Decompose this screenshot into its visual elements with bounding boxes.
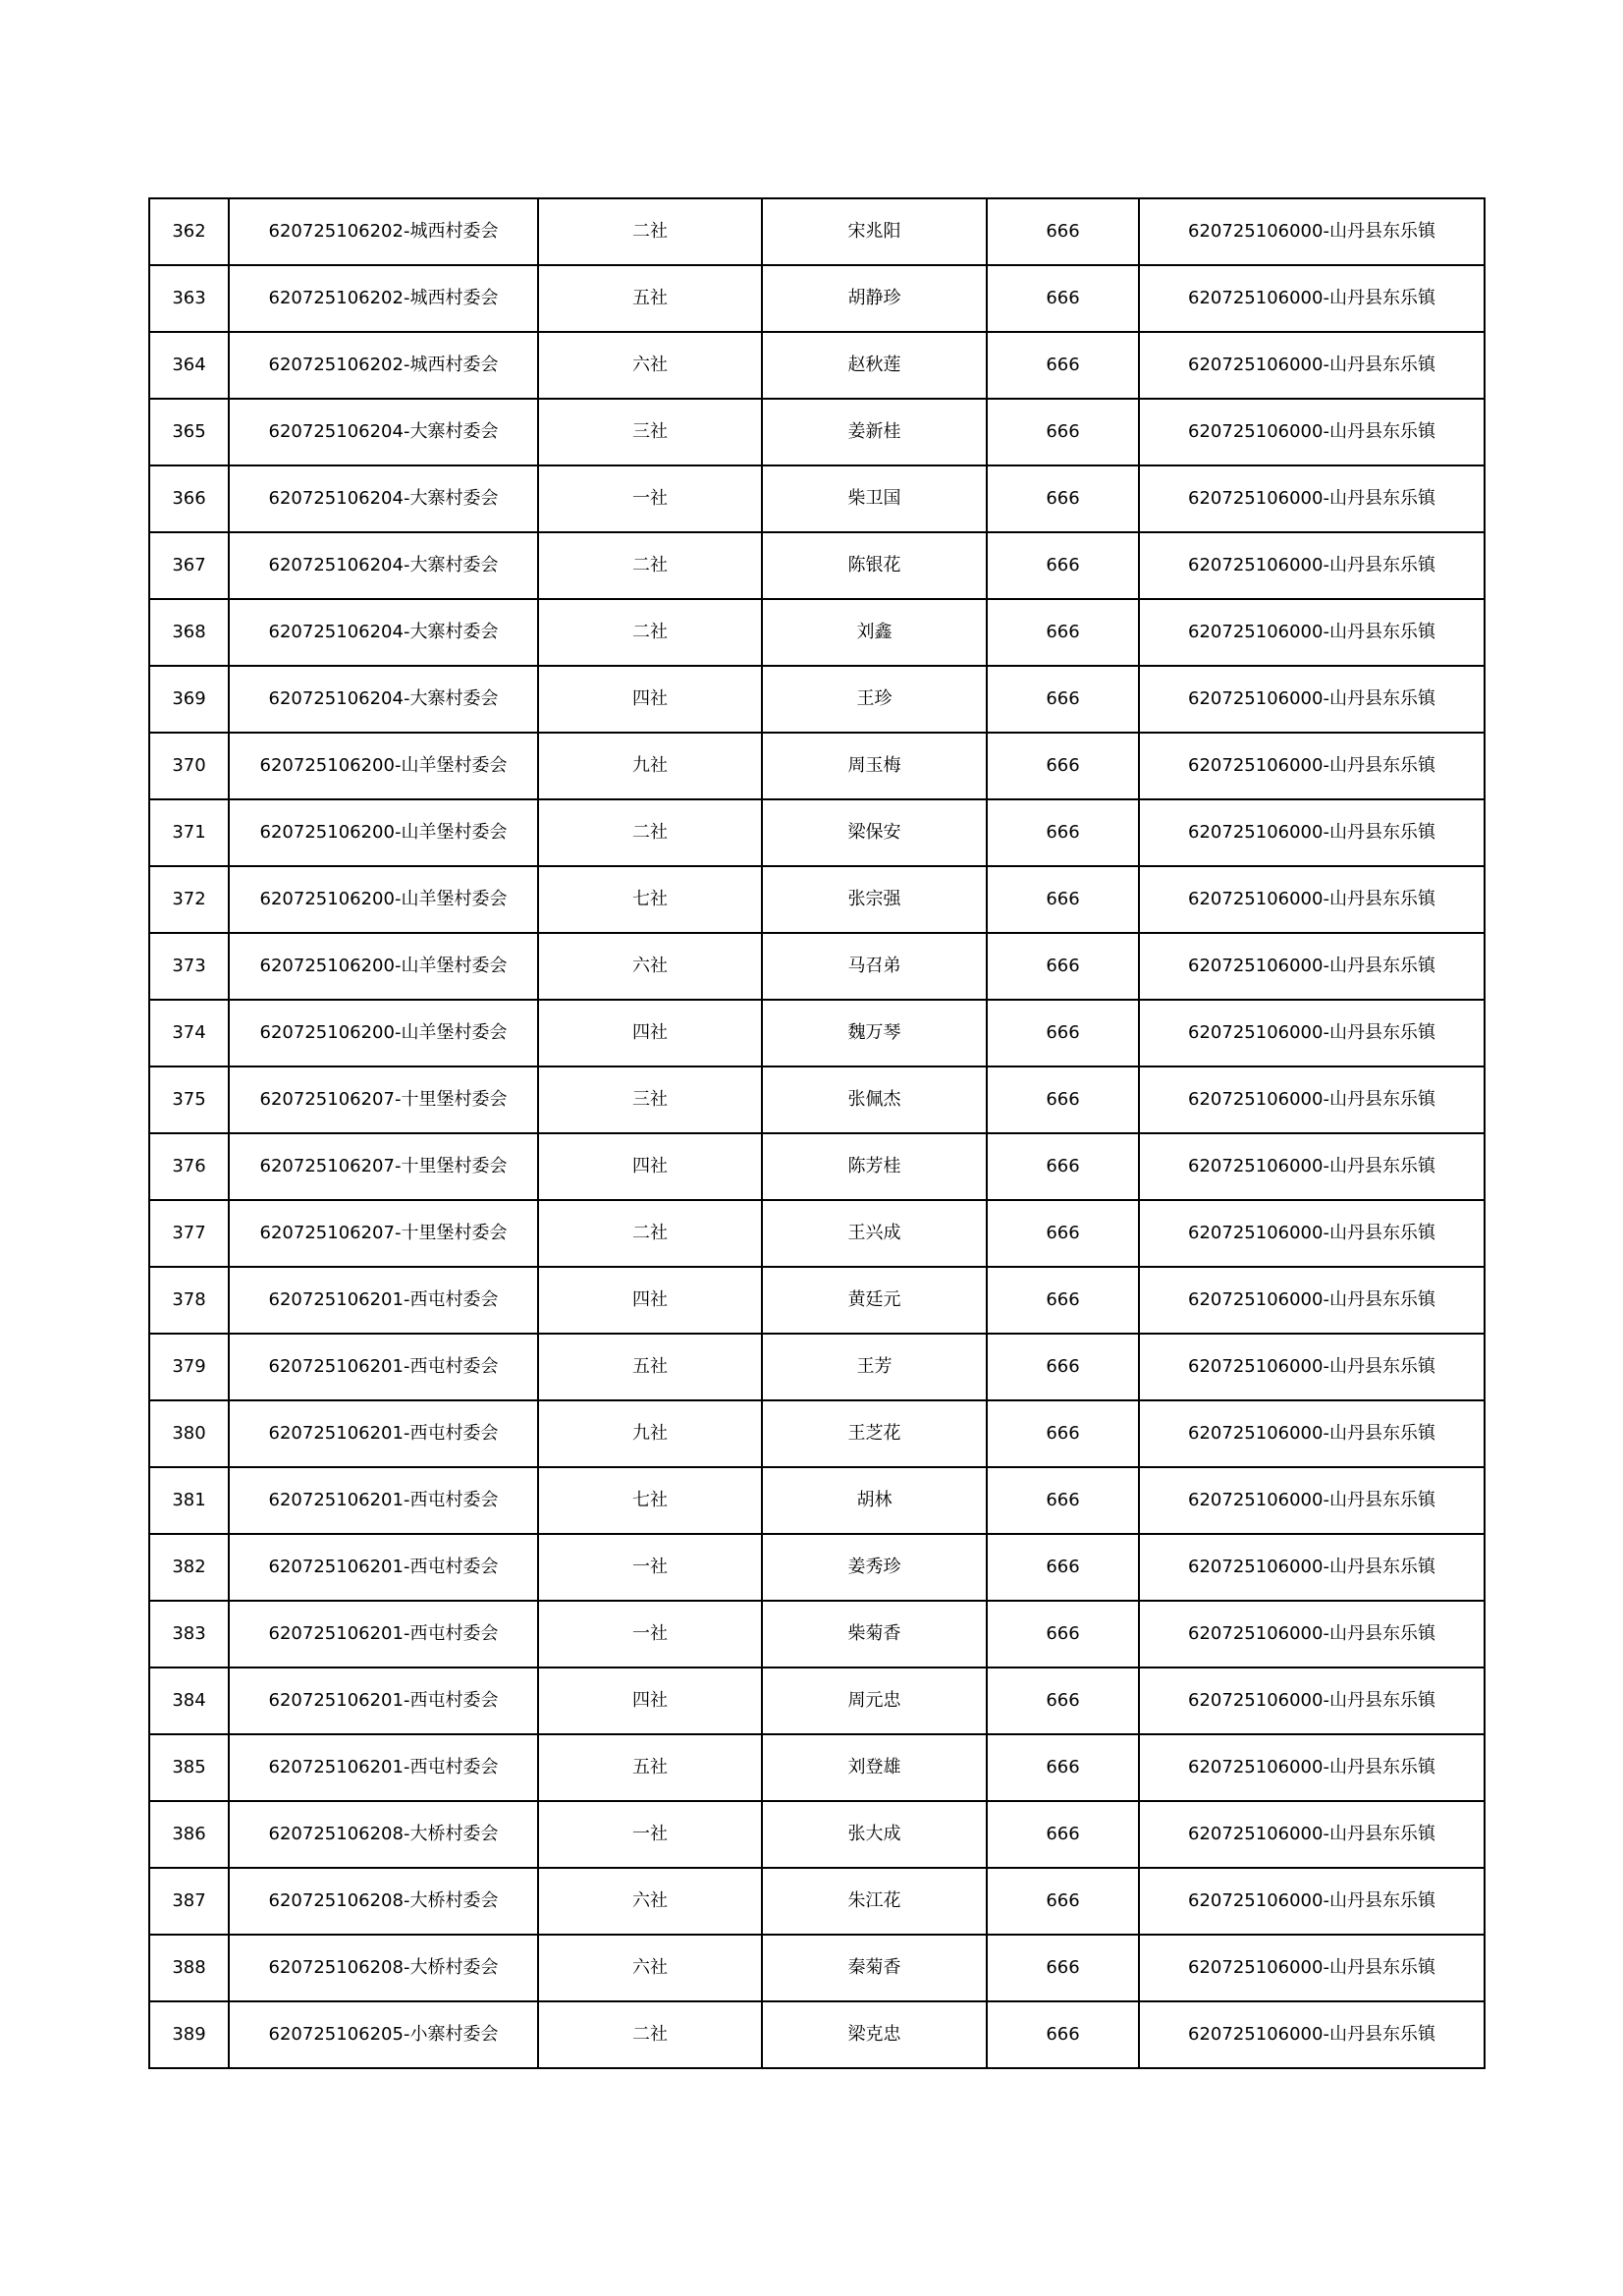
person-name-cell: 姜新桂 (762, 399, 987, 465)
table-row (149, 1868, 1485, 1935)
town-cell: 620725106000-山丹县东乐镇 (1139, 332, 1485, 399)
amount-cell: 666 (987, 1868, 1139, 1935)
row-number-cell: 380 (149, 1400, 229, 1467)
town-cell: 620725106000-山丹县东乐镇 (1139, 2001, 1485, 2068)
amount-cell: 666 (987, 1534, 1139, 1601)
table-row (149, 265, 1485, 332)
table-row (149, 1734, 1485, 1801)
village-committee-cell: 620725106207-十里堡村委会 (229, 1200, 538, 1267)
row-number-cell: 373 (149, 933, 229, 1000)
person-name-cell: 陈银花 (762, 532, 987, 599)
village-committee-cell: 620725106204-大寨村委会 (229, 465, 538, 532)
town-cell: 620725106000-山丹县东乐镇 (1139, 1534, 1485, 1601)
table-row (149, 465, 1485, 532)
town-cell: 620725106000-山丹县东乐镇 (1139, 1133, 1485, 1200)
group-cell: 六社 (538, 933, 762, 1000)
town-cell: 620725106000-山丹县东乐镇 (1139, 1935, 1485, 2001)
row-number-cell: 366 (149, 465, 229, 532)
amount-cell: 666 (987, 666, 1139, 733)
row-number-cell: 389 (149, 2001, 229, 2068)
town-cell: 620725106000-山丹县东乐镇 (1139, 1801, 1485, 1868)
person-name-cell: 胡静珍 (762, 265, 987, 332)
town-cell: 620725106000-山丹县东乐镇 (1139, 1334, 1485, 1400)
row-number-cell: 375 (149, 1066, 229, 1133)
town-cell: 620725106000-山丹县东乐镇 (1139, 1868, 1485, 1935)
person-name-cell: 张宗强 (762, 866, 987, 933)
row-number-cell: 386 (149, 1801, 229, 1868)
town-cell: 620725106000-山丹县东乐镇 (1139, 1267, 1485, 1334)
village-committee-cell: 620725106200-山羊堡村委会 (229, 866, 538, 933)
group-cell: 九社 (538, 733, 762, 799)
amount-cell: 666 (987, 1133, 1139, 1200)
row-number-cell: 387 (149, 1868, 229, 1935)
group-cell: 六社 (538, 1935, 762, 2001)
person-name-cell: 王芝花 (762, 1400, 987, 1467)
table-row (149, 599, 1485, 666)
village-committee-cell: 620725106200-山羊堡村委会 (229, 733, 538, 799)
person-name-cell: 姜秀珍 (762, 1534, 987, 1601)
town-cell: 620725106000-山丹县东乐镇 (1139, 1000, 1485, 1066)
table-row (149, 2001, 1485, 2068)
row-number-cell: 388 (149, 1935, 229, 2001)
group-cell: 二社 (538, 2001, 762, 2068)
row-number-cell: 382 (149, 1534, 229, 1601)
village-committee-cell: 620725106207-十里堡村委会 (229, 1133, 538, 1200)
amount-cell: 666 (987, 2001, 1139, 2068)
roster-table (148, 197, 1486, 2069)
village-committee-cell: 620725106201-西屯村委会 (229, 1267, 538, 1334)
group-cell: 七社 (538, 1467, 762, 1534)
person-name-cell: 陈芳桂 (762, 1133, 987, 1200)
table-row (149, 1000, 1485, 1066)
person-name-cell: 周玉梅 (762, 733, 987, 799)
row-number-cell: 369 (149, 666, 229, 733)
table-row (149, 198, 1485, 265)
group-cell: 九社 (538, 1400, 762, 1467)
row-number-cell: 367 (149, 532, 229, 599)
village-committee-cell: 620725106208-大桥村委会 (229, 1868, 538, 1935)
table-row (149, 1066, 1485, 1133)
roster-table-body (149, 198, 1485, 2068)
group-cell: 二社 (538, 599, 762, 666)
village-committee-cell: 620725106202-城西村委会 (229, 332, 538, 399)
town-cell: 620725106000-山丹县东乐镇 (1139, 733, 1485, 799)
row-number-cell: 381 (149, 1467, 229, 1534)
town-cell: 620725106000-山丹县东乐镇 (1139, 1667, 1485, 1734)
amount-cell: 666 (987, 465, 1139, 532)
row-number-cell: 370 (149, 733, 229, 799)
amount-cell: 666 (987, 1066, 1139, 1133)
table-row (149, 799, 1485, 866)
town-cell: 620725106000-山丹县东乐镇 (1139, 532, 1485, 599)
group-cell: 二社 (538, 799, 762, 866)
amount-cell: 666 (987, 532, 1139, 599)
village-committee-cell: 620725106200-山羊堡村委会 (229, 1000, 538, 1066)
person-name-cell: 王兴成 (762, 1200, 987, 1267)
table-row (149, 666, 1485, 733)
village-committee-cell: 620725106208-大桥村委会 (229, 1935, 538, 2001)
table-row (149, 399, 1485, 465)
village-committee-cell: 620725106201-西屯村委会 (229, 1467, 538, 1534)
village-committee-cell: 620725106205-小寨村委会 (229, 2001, 538, 2068)
table-row (149, 1667, 1485, 1734)
person-name-cell: 柴菊香 (762, 1601, 987, 1667)
person-name-cell: 柴卫国 (762, 465, 987, 532)
table-row (149, 1935, 1485, 2001)
group-cell: 二社 (538, 198, 762, 265)
group-cell: 四社 (538, 666, 762, 733)
person-name-cell: 张大成 (762, 1801, 987, 1868)
group-cell: 六社 (538, 1868, 762, 1935)
table-row (149, 866, 1485, 933)
amount-cell: 666 (987, 198, 1139, 265)
group-cell: 二社 (538, 532, 762, 599)
group-cell: 四社 (538, 1267, 762, 1334)
table-row (149, 933, 1485, 1000)
table-row (149, 332, 1485, 399)
group-cell: 七社 (538, 866, 762, 933)
village-committee-cell: 620725106202-城西村委会 (229, 198, 538, 265)
person-name-cell: 周元忠 (762, 1667, 987, 1734)
row-number-cell: 374 (149, 1000, 229, 1066)
row-number-cell: 362 (149, 198, 229, 265)
village-committee-cell: 620725106208-大桥村委会 (229, 1801, 538, 1868)
person-name-cell: 胡林 (762, 1467, 987, 1534)
row-number-cell: 368 (149, 599, 229, 666)
town-cell: 620725106000-山丹县东乐镇 (1139, 866, 1485, 933)
group-cell: 二社 (538, 1200, 762, 1267)
person-name-cell: 王珍 (762, 666, 987, 733)
table-row (149, 532, 1485, 599)
group-cell: 三社 (538, 399, 762, 465)
row-number-cell: 364 (149, 332, 229, 399)
village-committee-cell: 620725106201-西屯村委会 (229, 1400, 538, 1467)
village-committee-cell: 620725106201-西屯村委会 (229, 1534, 538, 1601)
town-cell: 620725106000-山丹县东乐镇 (1139, 1601, 1485, 1667)
village-committee-cell: 620725106200-山羊堡村委会 (229, 799, 538, 866)
table-row (149, 1267, 1485, 1334)
person-name-cell: 魏万琴 (762, 1000, 987, 1066)
amount-cell: 666 (987, 1000, 1139, 1066)
town-cell: 620725106000-山丹县东乐镇 (1139, 399, 1485, 465)
group-cell: 一社 (538, 1801, 762, 1868)
town-cell: 620725106000-山丹县东乐镇 (1139, 1400, 1485, 1467)
town-cell: 620725106000-山丹县东乐镇 (1139, 198, 1485, 265)
table-row (149, 1400, 1485, 1467)
person-name-cell: 朱江花 (762, 1868, 987, 1935)
person-name-cell: 王芳 (762, 1334, 987, 1400)
table-row (149, 1200, 1485, 1267)
amount-cell: 666 (987, 1400, 1139, 1467)
town-cell: 620725106000-山丹县东乐镇 (1139, 666, 1485, 733)
town-cell: 620725106000-山丹县东乐镇 (1139, 1734, 1485, 1801)
amount-cell: 666 (987, 1601, 1139, 1667)
person-name-cell: 刘登雄 (762, 1734, 987, 1801)
row-number-cell: 376 (149, 1133, 229, 1200)
amount-cell: 666 (987, 1667, 1139, 1734)
town-cell: 620725106000-山丹县东乐镇 (1139, 799, 1485, 866)
person-name-cell: 刘鑫 (762, 599, 987, 666)
row-number-cell: 383 (149, 1601, 229, 1667)
group-cell: 三社 (538, 1066, 762, 1133)
amount-cell: 666 (987, 1801, 1139, 1868)
amount-cell: 666 (987, 933, 1139, 1000)
town-cell: 620725106000-山丹县东乐镇 (1139, 1066, 1485, 1133)
group-cell: 六社 (538, 332, 762, 399)
group-cell: 四社 (538, 1000, 762, 1066)
amount-cell: 666 (987, 733, 1139, 799)
village-committee-cell: 620725106201-西屯村委会 (229, 1334, 538, 1400)
person-name-cell: 马召弟 (762, 933, 987, 1000)
person-name-cell: 张佩杰 (762, 1066, 987, 1133)
village-committee-cell: 620725106204-大寨村委会 (229, 666, 538, 733)
amount-cell: 666 (987, 1467, 1139, 1534)
amount-cell: 666 (987, 866, 1139, 933)
row-number-cell: 363 (149, 265, 229, 332)
town-cell: 620725106000-山丹县东乐镇 (1139, 1467, 1485, 1534)
group-cell: 四社 (538, 1133, 762, 1200)
amount-cell: 666 (987, 1734, 1139, 1801)
table-row (149, 1601, 1485, 1667)
town-cell: 620725106000-山丹县东乐镇 (1139, 265, 1485, 332)
person-name-cell: 秦菊香 (762, 1935, 987, 2001)
amount-cell: 666 (987, 1200, 1139, 1267)
table-row (149, 1801, 1485, 1868)
row-number-cell: 365 (149, 399, 229, 465)
amount-cell: 666 (987, 332, 1139, 399)
row-number-cell: 371 (149, 799, 229, 866)
amount-cell: 666 (987, 1334, 1139, 1400)
person-name-cell: 赵秋莲 (762, 332, 987, 399)
row-number-cell: 385 (149, 1734, 229, 1801)
village-committee-cell: 620725106204-大寨村委会 (229, 399, 538, 465)
village-committee-cell: 620725106207-十里堡村委会 (229, 1066, 538, 1133)
table-row (149, 733, 1485, 799)
village-committee-cell: 620725106204-大寨村委会 (229, 599, 538, 666)
town-cell: 620725106000-山丹县东乐镇 (1139, 465, 1485, 532)
town-cell: 620725106000-山丹县东乐镇 (1139, 599, 1485, 666)
village-committee-cell: 620725106201-西屯村委会 (229, 1667, 538, 1734)
amount-cell: 666 (987, 599, 1139, 666)
village-committee-cell: 620725106200-山羊堡村委会 (229, 933, 538, 1000)
row-number-cell: 379 (149, 1334, 229, 1400)
group-cell: 一社 (538, 465, 762, 532)
amount-cell: 666 (987, 1267, 1139, 1334)
person-name-cell: 黄廷元 (762, 1267, 987, 1334)
village-committee-cell: 620725106201-西屯村委会 (229, 1601, 538, 1667)
village-committee-cell: 620725106202-城西村委会 (229, 265, 538, 332)
town-cell: 620725106000-山丹县东乐镇 (1139, 933, 1485, 1000)
person-name-cell: 宋兆阳 (762, 198, 987, 265)
table-row (149, 1334, 1485, 1400)
row-number-cell: 372 (149, 866, 229, 933)
group-cell: 一社 (538, 1534, 762, 1601)
group-cell: 五社 (538, 265, 762, 332)
town-cell: 620725106000-山丹县东乐镇 (1139, 1200, 1485, 1267)
table-row (149, 1133, 1485, 1200)
person-name-cell: 梁保安 (762, 799, 987, 866)
row-number-cell: 378 (149, 1267, 229, 1334)
group-cell: 五社 (538, 1734, 762, 1801)
group-cell: 一社 (538, 1601, 762, 1667)
group-cell: 四社 (538, 1667, 762, 1734)
amount-cell: 666 (987, 1935, 1139, 2001)
village-committee-cell: 620725106201-西屯村委会 (229, 1734, 538, 1801)
table-row (149, 1534, 1485, 1601)
row-number-cell: 384 (149, 1667, 229, 1734)
person-name-cell: 梁克忠 (762, 2001, 987, 2068)
amount-cell: 666 (987, 799, 1139, 866)
amount-cell: 666 (987, 265, 1139, 332)
table-row (149, 1467, 1485, 1534)
group-cell: 五社 (538, 1334, 762, 1400)
row-number-cell: 377 (149, 1200, 229, 1267)
village-committee-cell: 620725106204-大寨村委会 (229, 532, 538, 599)
amount-cell: 666 (987, 399, 1139, 465)
